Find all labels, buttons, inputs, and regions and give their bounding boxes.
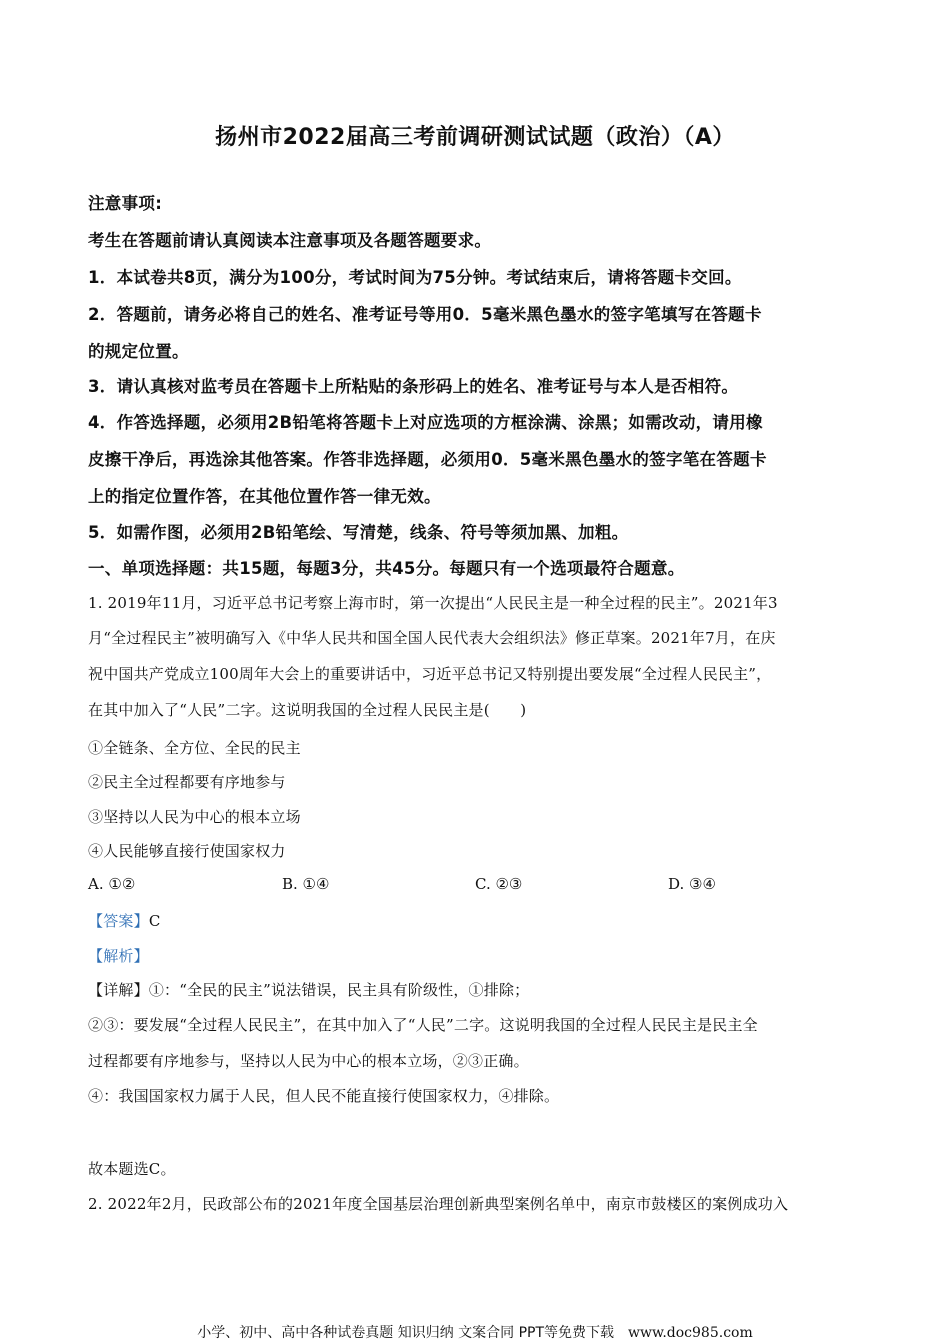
answer-line xyxy=(88,910,868,931)
option-d: D. ③④ xyxy=(668,875,716,893)
notice-line: 的规定位置。 xyxy=(88,342,189,361)
notice-line: 4．作答选择题，必须用2B铅笔将答题卡上对应选项的方框涂满、涂黑；如需改动，请用橡 xyxy=(88,413,763,432)
notice-line: 上的指定位置作答，在其他位置作答一律无效。 xyxy=(88,487,441,506)
conclusion-line: 故本题选C。 xyxy=(88,1160,176,1178)
statement-item: ②民主全过程都要有序地参与 xyxy=(88,773,286,791)
footer-text: 小学、初中、高中各种试卷真题 知识归纳 文案合同 PPT等免费下载 xyxy=(197,1325,615,1341)
question-stem: 在其中加入了“人民”二字。这说明我国的全过程人民民主是( ) xyxy=(88,701,527,719)
detail-line xyxy=(88,979,868,1000)
footer-site-link[interactable]: www.doc985.com xyxy=(628,1325,753,1341)
option-b: B. ①④ xyxy=(282,875,330,893)
question-stem: 月“全过程民主”被明确写入《中华人民共和国全国人民代表大会组织法》修正草案。2021年7月，在庆 xyxy=(88,629,776,647)
notice-line: 1．本试卷共8页，满分为100分，考试时间为75分钟。考试结束后，请将答题卡交回。 xyxy=(88,268,742,287)
question-stem: 2. 2022年2月，民政部公布的2021年度全国基层治理创新典型案例名单中，南京市鼓楼区的案例成功入 xyxy=(88,1195,789,1213)
answer-value: C xyxy=(148,912,161,930)
option-a: A. ①② xyxy=(88,875,136,893)
page-footer xyxy=(0,1322,950,1342)
statement-item: ①全链条、全方位、全民的民主 xyxy=(88,739,301,757)
detail-line: 过程都要有序地参与，坚持以人民为中心的根本立场，②③正确。 xyxy=(88,1052,529,1070)
statement-item: ④人民能够直接行使国家权力 xyxy=(88,842,286,860)
detail-tag: 【详解】 xyxy=(88,981,149,999)
notice-line: 5．如需作图，必须用2B铅笔绘、写清楚，线条、符号等须加黑、加粗。 xyxy=(88,523,629,542)
statement-item: ③坚持以人民为中心的根本立场 xyxy=(88,808,301,826)
page-title: 扬州市2022届高三考前调研测试试题（政治）（A） xyxy=(215,125,735,150)
analysis-line xyxy=(88,945,868,966)
detail-line: ②③：要发展“全过程人民民主”，在其中加入了“人民”二字。这说明我国的全过程人民民主是民主全 xyxy=(88,1016,758,1034)
question-stem: 1. 2019年11月，习近平总书记考察上海市时，第一次提出“人民民主是一种全过程的民主”。2021年3 xyxy=(88,594,778,612)
answer-tag: 【答案】 xyxy=(88,912,149,930)
notice-line: 皮擦干净后，再选涂其他答案。作答非选择题，必须用0．5毫米黑色墨水的签字笔在答题卡 xyxy=(88,450,767,469)
notice-heading: 注意事项: xyxy=(88,194,163,213)
notice-line: 3．请认真核对监考员在答题卡上所粘贴的条形码上的姓名、准考证号与本人是否相符。 xyxy=(88,377,739,396)
notice-intro: 考生在答题前请认真阅读本注意事项及各题答题要求。 xyxy=(88,231,492,250)
analysis-tag: 【解析】 xyxy=(88,947,149,965)
detail-text: ①：“全民的民主”说法错误，民主具有阶级性，①排除； xyxy=(148,981,530,999)
option-c: C. ②③ xyxy=(475,875,523,893)
detail-line: ④：我国国家权力属于人民，但人民不能直接行使国家权力，④排除。 xyxy=(88,1087,560,1105)
notice-line: 2．答题前，请务必将自己的姓名、准考证号等用0．5毫米黑色墨水的签字笔填写在答题卡 xyxy=(88,305,762,324)
section-heading: 一、单项选择题：共15题，每题3分，共45分。每题只有一个选项最符合题意。 xyxy=(88,559,685,578)
question-stem: 祝中国共产党成立100周年大会上的重要讲话中，习近平总书记又特别提出要发展“全过程人民民主”， xyxy=(88,665,772,683)
